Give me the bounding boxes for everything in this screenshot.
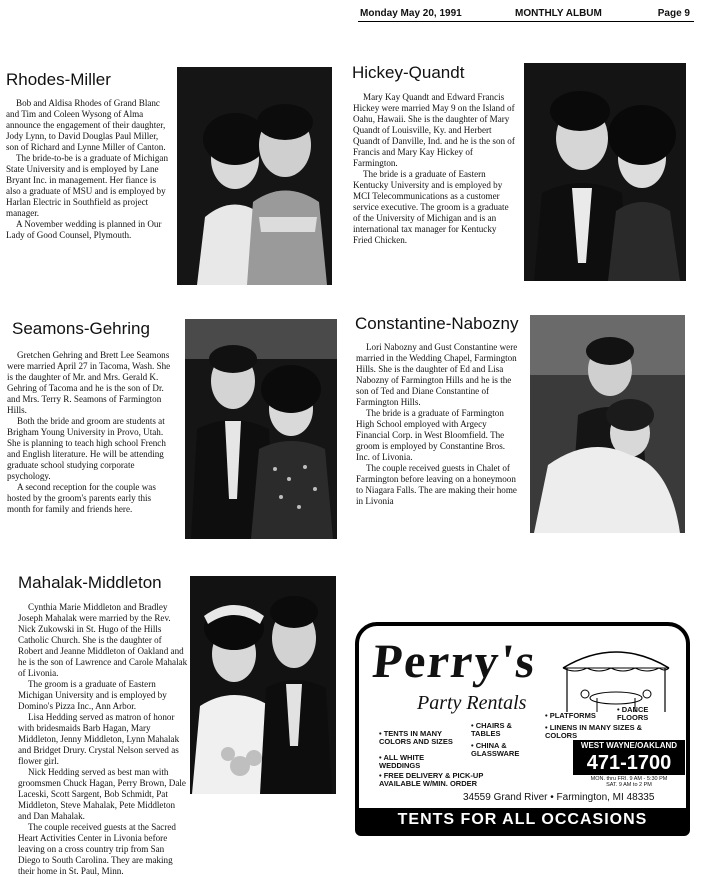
paragraph: The groom is a graduate of Eastern Michigan University and is employed by Domino's Pizza Inc., Ann Arbor. — [18, 679, 167, 711]
ad-region: WEST WAYNE/OAKLAND — [573, 740, 685, 751]
paragraph: Mary Kay Quandt and Edward Francis Hickey were married May 9 on the Island of Oahu, Hawaii. She is the daughter of Mary Quandt of Louisville, Ky. and Herbert Quandt of Danville, Ind. and he is the son of Francis and Mary Kay Hickey of Farmington. — [353, 92, 515, 168]
perrys-ad — [355, 622, 690, 836]
headline-hickey-quandt: Hickey-Quandt — [352, 63, 465, 82]
photo-rhodes-miller — [177, 67, 332, 285]
paragraph: Cynthia Marie Middleton and Bradley Joseph Mahalak were married by the Rev. Nick Zukowski in St. Hugo of the Hills Catholic Church. She is the daughter of Robert and Jeanne Middleton of Oakland and he is the son of Lawrence and Carole Mahalak of Livonia. — [18, 602, 188, 678]
ad-item: • DANCE FLOORS — [617, 706, 667, 722]
page-header — [360, 6, 690, 22]
ad-item: • LINENS IN MANY SIZES & COLORS — [545, 724, 665, 740]
article-seamons-gehring — [7, 350, 173, 515]
photo-hickey-quandt — [524, 63, 686, 281]
photo-constantine-nabozny — [530, 315, 685, 533]
paragraph: The couple received guests at the Sacred Heart Activities Center in Livonia before leaving on a cross country trip from San Diego to South Carolina. They are making their home in St. Paul, Minn. — [18, 822, 176, 876]
headline-seamons-gehring: Seamons-Gehring — [12, 319, 150, 338]
paragraph: The couple received guests in Chalet of Farmington before leaving on a honeymoon to Niagara Falls. The are making their home in Livonia — [356, 463, 517, 506]
issue-date: Monday May 20, 1991 — [360, 8, 462, 19]
ad-item: • CHAIRS & TABLES — [471, 722, 531, 738]
ad-phone: 471-1700 — [573, 751, 685, 775]
section-name: MONTHLY ALBUM — [515, 8, 602, 19]
ad-tagline: TENTS FOR ALL OCCASIONS — [359, 808, 686, 832]
ad-item: • PLATFORMS — [545, 712, 605, 720]
paragraph: Lori Nabozny and Gust Constantine were married in the Wedding Chapel, Farmington Hills. She is the daughter of Ed and Lisa Nabozny of Farmington Hills and he is the son of Ted and Diane Constantine of Farmington Hills. — [356, 342, 518, 407]
ad-item: • ALL WHITE WEDDINGS — [379, 754, 455, 770]
paragraph: The bride is a graduate of Eastern Kentucky University and is employed by MCI Telecommunications as a customer service executive. The groom is a graduate of the University of Michigan and is an international tax manager for Kentucky Fried Chicken. — [353, 169, 509, 245]
ad-address: 34559 Grand River • Farmington, MI 48335 — [463, 792, 655, 803]
paragraph: Both the bride and groom are students at Brigham Young University in Provo, Utah. She is planning to teach high school French and English literature. He will be attending graduate school studying corporate psychology. — [7, 416, 166, 481]
headline-constantine-nabozny: Constantine-Nabozny — [355, 314, 519, 333]
ad-item: • FREE DELIVERY & PICK-UP AVAILABLE W/MIN. ORDER — [379, 772, 507, 788]
headline-mahalak-middleton: Mahalak-Middleton — [18, 573, 162, 592]
page-number: Page 9 — [657, 8, 690, 19]
paragraph: The bride-to-be is a graduate of Michigan State University and is employed by Lane Bryant Inc. in management. Her fiance is also a graduate of MSU and is employed by Harlan Electric in Southfield as project manager. — [6, 153, 169, 218]
article-mahalak-middleton — [18, 602, 188, 877]
ad-item: • TENTS IN MANY COLORS AND SIZES — [379, 730, 461, 746]
paragraph: Lisa Hedding served as matron of honor with bridesmaids Barb Hagan, Mary Middleton, Jenny Middleton, Lynn Mahalak and Bridget Drury. Crystal Nelson served as flower girl. — [18, 712, 180, 766]
paragraph: The bride is a graduate of Farmington High School employed with Argecy Financial Corp. in West Bloomfield. The groom is employed by Constantine Bros. Inc. of Livonia. — [356, 408, 506, 462]
article-hickey-quandt — [353, 92, 517, 246]
paragraph: Gretchen Gehring and Brett Lee Seamons were married April 27 in Tacoma, Wash. She is the daughter of Mr. and Mrs. Gerald K. Gehring of Tacoma and he is the son of Dr. and Mrs. Terry R. Seamons of Farmington Hills. — [7, 350, 171, 415]
article-constantine-nabozny — [356, 342, 520, 507]
header-rule — [358, 21, 694, 22]
ad-hours-weekday: MON. thru FRI. 9 AM - 5:30 PM — [590, 776, 668, 782]
paragraph: A second reception for the couple was hosted by the groom's parents early this month for family and friends here. — [7, 482, 156, 514]
paragraph: Nick Hedding served as best man with groomsmen Chuck Hagan, Perry Brown, Dale Laceski, Scott Sargent, Bob Schmidt, Pat Middleton, Steve Mahalak, Pete Middleton and Dan Mahalak. — [18, 767, 186, 821]
ad-logo: Perry's — [370, 635, 540, 688]
photo-mahalak-middleton — [190, 576, 336, 794]
paragraph: A November wedding is planned in Our Lady of Good Counsel, Plymouth. — [6, 219, 162, 240]
ad-hours-saturday: SAT. 9 AM to 2 PM — [606, 782, 652, 788]
paragraph: Bob and Aldisa Rhodes of Grand Blanc and Tim and Coleen Wysong of Alma announce the engagement of their daughter, Jody Lynn, to David Douglas Paul Miller, son of Richard and Lynne Miller of Canton. — [6, 98, 166, 152]
article-rhodes-miller — [6, 98, 170, 241]
photo-seamons-gehring — [185, 319, 337, 539]
headline-rhodes-miller: Rhodes-Miller — [6, 70, 111, 89]
ad-item: • CHINA & GLASSWARE — [471, 742, 541, 758]
ad-subtitle: Party Rentals — [417, 692, 527, 714]
ad-hours — [573, 776, 685, 788]
